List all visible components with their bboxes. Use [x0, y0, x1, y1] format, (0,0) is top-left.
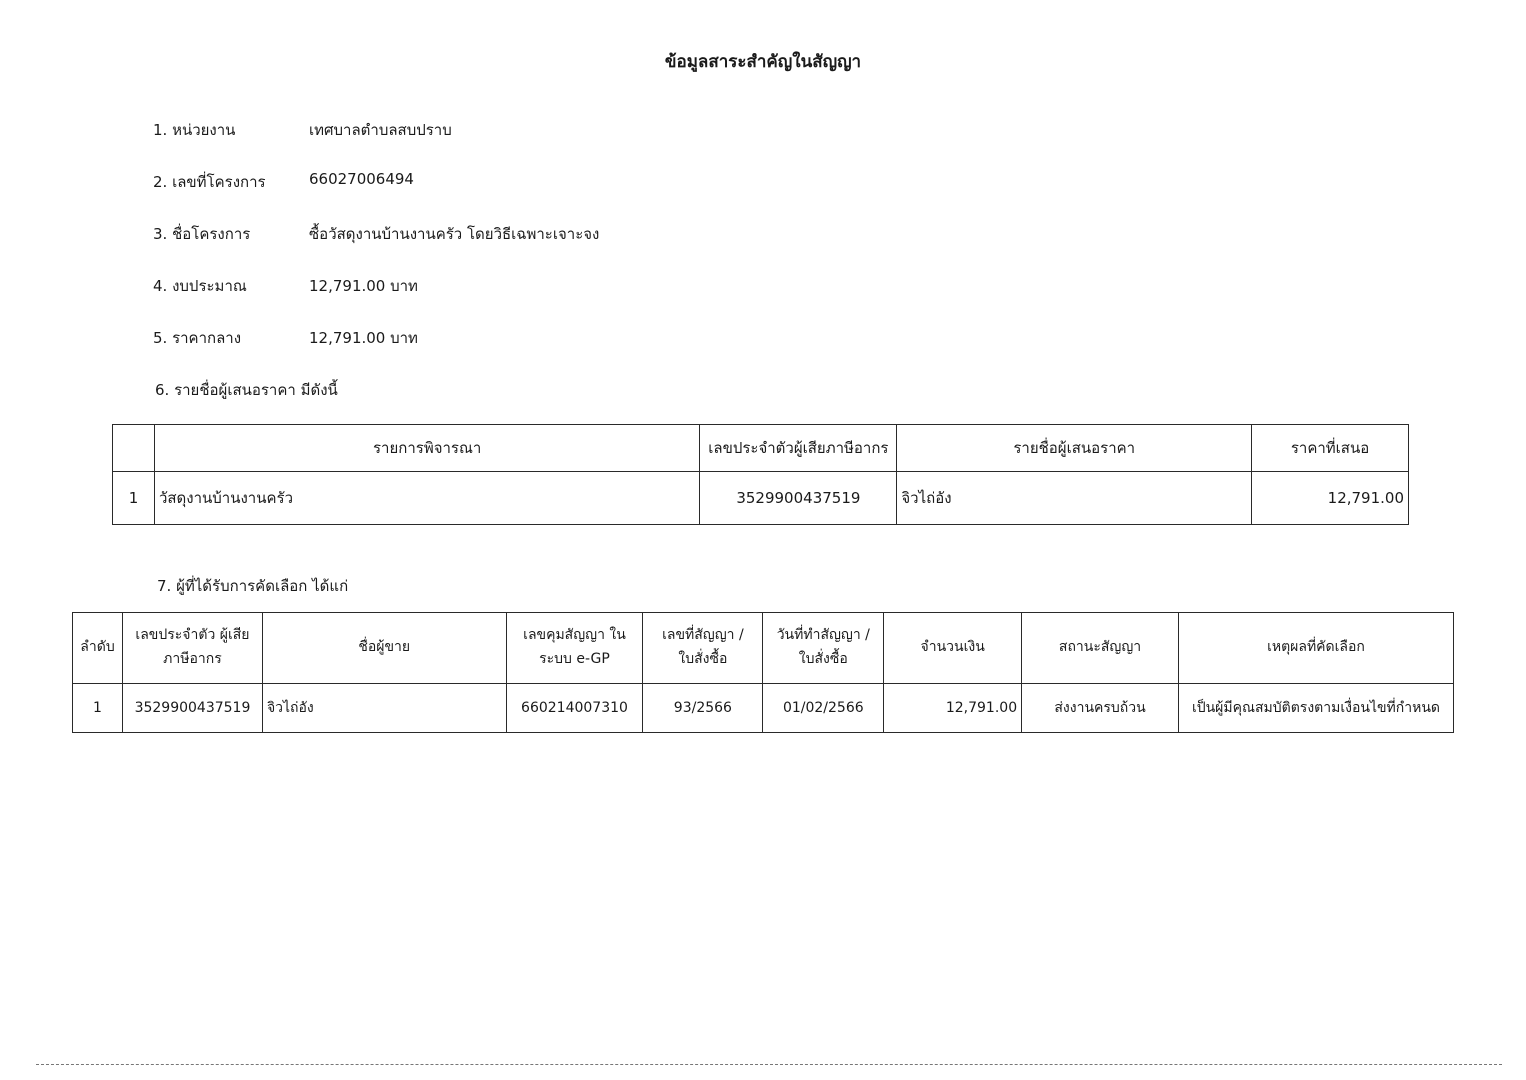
page-title: ข้อมูลสาระสำคัญในสัญญา: [664, 52, 862, 72]
column-header: รายการพิจารณา: [154, 425, 699, 472]
table-row: [113, 472, 1409, 525]
info-value: 12,791.00 บาท: [309, 329, 418, 347]
scan-edge-line: [36, 1064, 1502, 1065]
table-cell: 3529900437519: [122, 684, 262, 733]
info-label: 1. หน่วยงาน: [153, 121, 236, 139]
column-header: เลขคุมสัญญา ในระบบ e-GP: [506, 613, 643, 684]
column-header: ราคาที่เสนอ: [1252, 425, 1409, 472]
info-value: 66027006494: [309, 170, 414, 188]
table-header-row: [113, 425, 1409, 472]
column-header: ลำดับ: [73, 613, 123, 684]
info-label: 5. ราคากลาง: [153, 329, 242, 347]
table-cell: 1: [73, 684, 123, 733]
table-cell: 12,791.00: [1252, 472, 1409, 525]
table-header-row: [73, 613, 1454, 684]
table-row: [73, 684, 1454, 733]
info-label: 2. เลขที่โครงการ: [153, 173, 266, 191]
table-cell: 12,791.00: [884, 684, 1022, 733]
info-value: เทศบาลตำบลสบปราบ: [309, 121, 452, 139]
column-header: [113, 425, 155, 472]
table-cell: 1: [113, 472, 155, 525]
column-header: เลขที่สัญญา / ใบสั่งซื้อ: [643, 613, 763, 684]
table-cell: จิวไถ่อัง: [897, 472, 1252, 525]
table-cell: 660214007310: [506, 684, 643, 733]
column-header: เลขประจำตัว ผู้เสียภาษีอากร: [122, 613, 262, 684]
table-cell: ส่งงานครบถ้วน: [1022, 684, 1179, 733]
column-header: วันที่ทำสัญญา / ใบสั่งซื้อ: [763, 613, 884, 684]
info-value: 12,791.00 บาท: [309, 277, 418, 295]
table-cell: วัสดุงานบ้านงานครัว: [154, 472, 699, 525]
table-cell: 93/2566: [643, 684, 763, 733]
info-label: 4. งบประมาณ: [153, 277, 247, 295]
column-header: เลขประจำตัวผู้เสียภาษีอากร: [700, 425, 897, 472]
info-label: 3. ชื่อโครงการ: [153, 225, 251, 243]
selected-heading: 7. ผู้ที่ได้รับการคัดเลือก ได้แก่: [157, 577, 349, 595]
column-header: สถานะสัญญา: [1022, 613, 1179, 684]
table-cell: เป็นผู้มีคุณสมบัติตรงตามเงื่อนไขที่กำหนด: [1178, 684, 1453, 733]
offers-heading: 6. รายชื่อผู้เสนอราคา มีดังนี้: [155, 381, 338, 399]
selected-table: [72, 612, 1454, 733]
table-cell: จิวไถ่อัง: [262, 684, 506, 733]
table-cell: 3529900437519: [700, 472, 897, 525]
column-header: เหตุผลที่คัดเลือก: [1178, 613, 1453, 684]
column-header: จำนวนเงิน: [884, 613, 1022, 684]
column-header: ชื่อผู้ขาย: [262, 613, 506, 684]
info-value: ซื้อวัสดุงานบ้านงานครัว โดยวิธีเฉพาะเจาะจง: [309, 225, 600, 243]
offers-table: [112, 424, 1409, 525]
table-cell: 01/02/2566: [763, 684, 884, 733]
column-header: รายชื่อผู้เสนอราคา: [897, 425, 1252, 472]
